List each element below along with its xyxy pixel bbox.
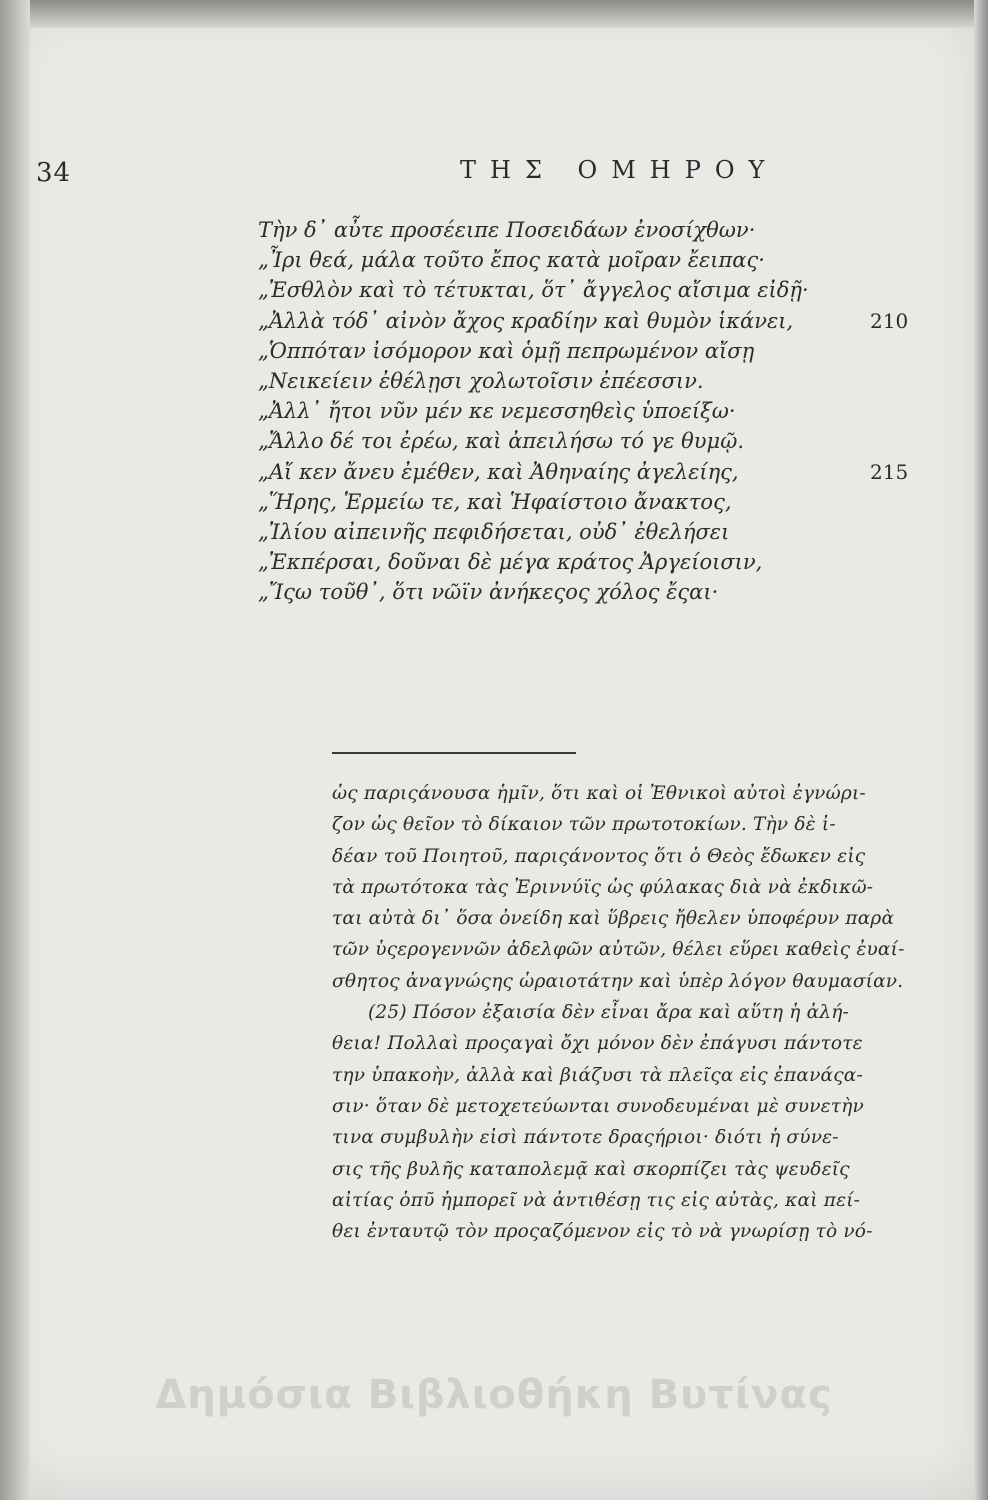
verse-line [258, 275, 898, 305]
verse-text: „Αἴ κεν ἄνευ ἐμέθεν, καὶ Ἀθηναίης ἀγελείης, [258, 459, 739, 484]
verse-text: „Ἐσθλὸν καὶ τὸ τέτυκται, ὅτ᾽ ἄγγελος αἴσιμα εἰδῇ· [258, 278, 809, 303]
verse-text: „Ἥρης, Ἑρμείω τε, καὶ Ἡφαίστοιο ἄνακτος, [258, 489, 732, 514]
verse-line [258, 306, 909, 336]
verse-line [258, 517, 898, 547]
verse-text: „Νεικείειν ἐθέλῃσι χολωτοῖσιν ἐπέεσσιν. [258, 368, 704, 393]
verse-line [258, 426, 898, 456]
footnote-rule [332, 752, 576, 754]
verse-line [258, 215, 898, 245]
line-number: 215 [870, 459, 909, 484]
verse-line [258, 487, 898, 517]
footnote-line: σιν· ὅταν δὲ μετοχετεύωνται συνοδευμέναι μὲ συνετὴν [332, 1095, 864, 1117]
footnote-line: θει ἐνταυτῷ τὸν προςαζόμενον εἰς τὸ νὰ γνωρίσῃ τὸ νό- [332, 1221, 873, 1243]
verse-text: „Ἀλλὰ τόδ᾽ αἰνὸν ἄχος κραδίην καὶ θυμὸν ἱκάνει, [258, 308, 794, 333]
verse-block [258, 215, 909, 607]
footnote-block [332, 778, 905, 1247]
verse-line [258, 577, 898, 607]
footnote-line: θεια! Πολλαὶ προςαγαὶ ὄχι μόνον δὲν ἐπάγυσι πάντοτε [332, 1033, 863, 1055]
verse-line [258, 457, 909, 487]
footnote-line: (25) Πόσον ἐξαισία δὲν εἶναι ἄρα καὶ αὕτη ἡ ἀλή- [368, 1002, 849, 1024]
page-left-edge [0, 0, 30, 1500]
footnote-line: τῶν ὑςερογεννῶν ἀδελφῶν αὐτῶν, θέλει εὕρει καθεὶς ἐυαί- [332, 939, 905, 961]
verse-line [258, 245, 898, 275]
running-title: ΤΗΣ ΟΜΗΡΟΥ [460, 156, 779, 184]
footnote-line: δέαν τοῦ Ποιητοῦ, παριςάνοντος ὅτι ὁ Θεὸς ἔδωκεν εἰς [332, 845, 866, 867]
line-number: 210 [870, 308, 909, 333]
verse-line [258, 336, 898, 366]
library-watermark: Δημόσια Βιβλιοθήκη Βυτίνας [155, 1372, 833, 1418]
verse-text: „Ἐκπέρσαι, δοῦναι δὲ μέγα κράτος Ἀργείοισιν, [258, 550, 763, 575]
footnote-line: αἰτίας ὁπῦ ἠμπορεῖ νὰ ἀντιθέσῃ τις εἰς αὐτὰς, καὶ πεί- [332, 1189, 861, 1211]
verse-text: Τὴν δ᾽ αὖτε προσέειπε Ποσειδάων ἐνοσίχθων· [258, 218, 756, 242]
footnote-line: σθητος ἀναγνώςης ὡραιοτάτην καὶ ὑπὲρ λόγον θαυμασίαν. [332, 970, 904, 992]
verse-text: „Ἀλλ᾽ ἤτοι νῦν μέν κε νεμεσσηθεὶς ὑποείξω· [258, 399, 736, 424]
verse-text: „Ἴςω τοῦθ᾽, ὅτι νῶϊν ἀνήκεςος χόλος ἔςαι· [258, 580, 719, 605]
page-number: 34 [36, 158, 72, 188]
footnote-line: τινα συμβυλὴν εἰσὶ πάντοτε δραςήριοι· διότι ἡ σύνε- [332, 1127, 839, 1149]
footnote-line: ται αὐτὰ δι᾽ ὅσα ὀνείδη καὶ ὕβρεις ἤθελεν ὑποφέρυν παρὰ [332, 908, 895, 930]
footnote-line: ὡς παριςάνουσα ἡμῖν, ὅτι καὶ οἱ Ἐθνικοὶ αὐτοὶ ἐγνώρι- [332, 783, 866, 804]
page-right-edge [974, 0, 988, 1500]
footnote-line: τὰ πρωτότοκα τὰς Ἐριννύϊς ὡς φύλακας διὰ νὰ ἐκδικῶ- [332, 876, 874, 898]
verse-text: „Ἶρι θεά, μάλα τοῦτο ἔπος κατὰ μοῖραν ἔειπας· [258, 248, 765, 273]
verse-text: „Ὁππόταν ἰσόμορον καὶ ὁμῇ πεπρωμένον αἴσῃ [258, 338, 755, 363]
verse-line [258, 547, 898, 577]
page-top-edge [0, 0, 988, 28]
verse-text: „Ἰλίου αἰπεινῆς πεφιδήσεται, οὐδ᾽ ἐθελήσει [258, 519, 730, 544]
verse-text: „Ἄλλο δέ τοι ἐρέω, καὶ ἀπειλήσω τό γε θυμῷ. [258, 429, 745, 454]
verse-line [258, 396, 898, 426]
footnote-line: σις τῆς βυλῆς καταπολεμᾷ καὶ σκορπίζει τὰς ψευδεῖς [332, 1158, 850, 1180]
footnote-line: ζον ὡς θεῖον τὸ δίκαιον τῶν πρωτοτοκίων. Τὴν δὲ ἰ- [332, 814, 836, 836]
verse-line [258, 366, 898, 396]
footnote-line: την ὑπακοὴν, ἀλλὰ καὶ βιάζυσι τὰ πλεῖςα εἰς ἐπανάςα- [332, 1064, 863, 1086]
